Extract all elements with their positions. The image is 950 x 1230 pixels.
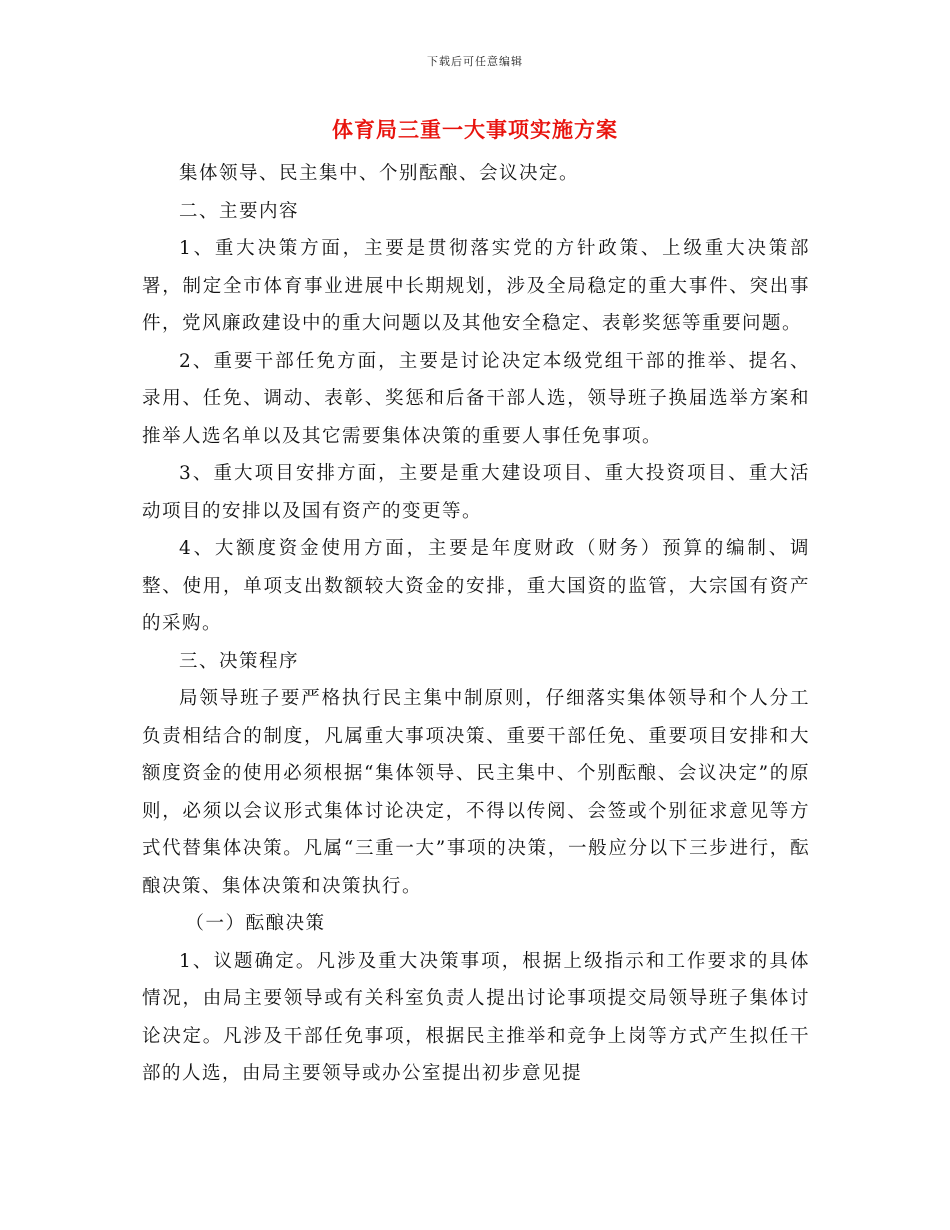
paragraph: 3、重大项目安排方面，主要是重大建设项目、重大投资项目、重大活动项目的安排以及国有资产的变更等。 (142, 463, 810, 522)
paragraph: 4、大额度资金使用方面，主要是年度财政（财务）预算的编制、调整、使用，单项支出数额较大资金的安排，重大国资的监管，大宗国有资产的采购。 (142, 538, 810, 634)
paragraph: 集体领导、民主集中、个别酝酿、会议决定。 (179, 163, 580, 184)
document-title: 体育局三重一大事项实施方案 (332, 118, 618, 142)
section-heading: 三、决策程序 (179, 650, 300, 672)
header-note: 下载后可任意编辑 (427, 55, 523, 68)
paragraph: 1、重大决策方面，主要是贯彻落实党的方针政策、上级重大决策部署，制定全市体育事业进展中长期规划，涉及全局稳定的重大事件、突出事件，党风廉政建设中的重大问题以及其他安全稳定、表彰奖惩等重要问题。 (142, 238, 810, 334)
paragraph: 2、重要干部任免方面，主要是讨论决定本级党组干部的推举、提名、录用、任免、调动、表彰、奖惩和后备干部人选，领导班子换届选举方案和推举人选名单以及其它需要集体决策的重要人事任免事项。 (142, 350, 810, 447)
section-heading: 二、主要内容 (179, 200, 300, 222)
paragraph: 局领导班子要严格执行民主集中制原则，仔细落实集体领导和个人分工负责相结合的制度，凡属重大事项决策、重要干部任免、重要项目安排和大额度资金的使用必须根据“集体领导、民主集中、个别酝酿、会议决定”的原则，必须以会议形式集体讨论决定，不得以传阅、会签或个别征求意见等方式代替集体决策。凡属“三重一大”事项的决策，一般应分以下三步进行，酝酿决策、集体决策和决策执行。 (142, 688, 810, 897)
document-body (142, 155, 810, 1093)
subsection-heading: （一）酝酿决策 (185, 913, 326, 934)
paragraph: 1、议题确定。凡涉及重大决策事项，根据上级指示和工作要求的具体情况，由局主要领导或有关科室负责人提出讨论事项提交局领导班子集体讨论决定。凡涉及干部任免事项，根据民主推举和竞争上岗等方式产生拟任干部的人选，由局主要领导或办公室提出初步意见提 (142, 950, 810, 1084)
